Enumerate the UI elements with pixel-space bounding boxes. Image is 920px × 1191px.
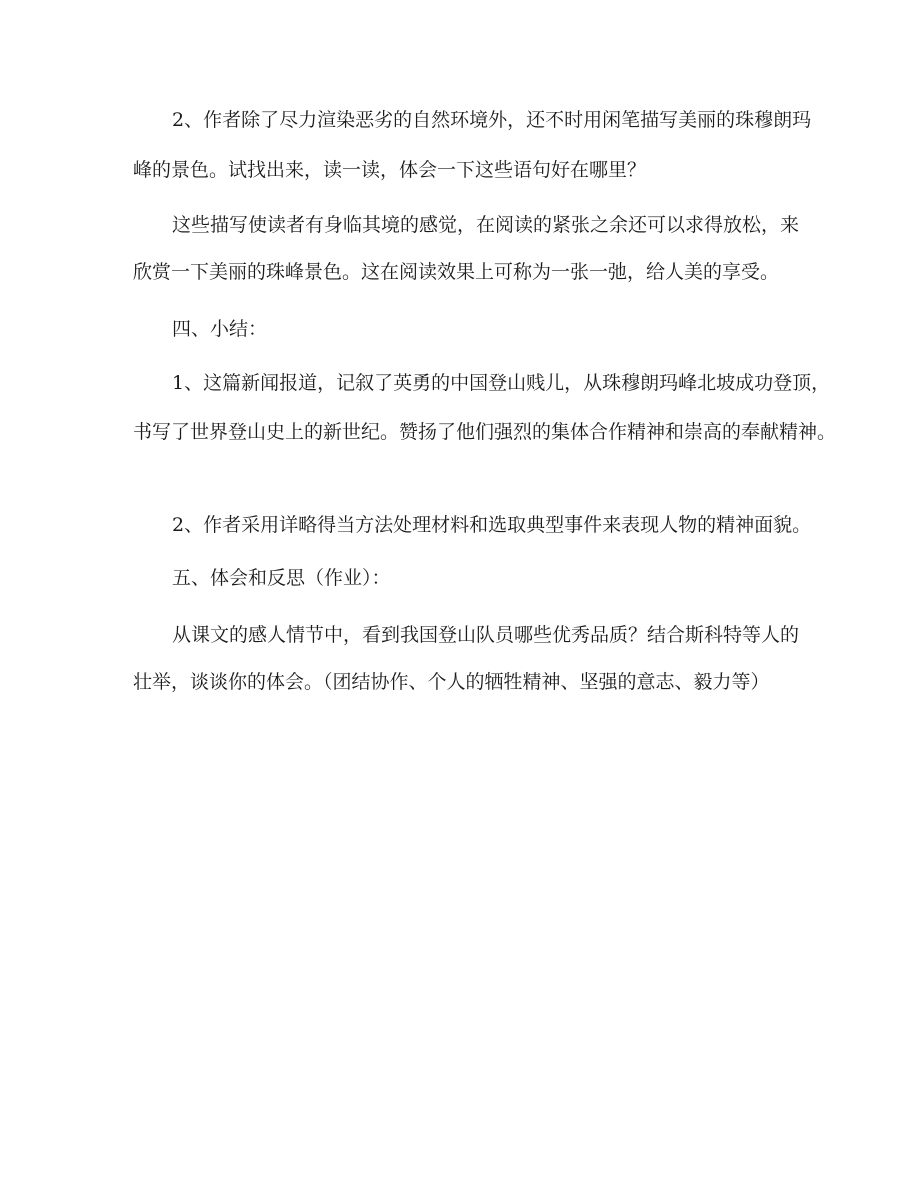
question-2-line-1: 2、作者除了尽力渲染恶劣的自然环境外，还不时用闲笔描写美丽的珠穆朗玛 bbox=[172, 109, 812, 131]
summary-point-1-line-2: 书写了世界登山史上的新世纪。赞扬了他们强烈的集体合作精神和崇高的奉献精神。 bbox=[133, 421, 837, 443]
section-heading-summary: 四、小结： bbox=[172, 318, 268, 340]
section-heading-reflection: 五、体会和反思（作业）： bbox=[172, 567, 391, 589]
question-2-line-2: 峰的景色。试找出来，读一读，体会一下这些语句好在哪里？ bbox=[133, 159, 647, 181]
summary-point-1-line-1: 1、这篇新闻报道，记叙了英勇的中国登山贱儿，从珠穆朗玛峰北坡成功登顶， bbox=[172, 372, 831, 394]
answer-line-2: 欣赏一下美丽的珠峰景色。这在阅读效果上可称为一张一弛，给人美的享受。 bbox=[133, 261, 780, 283]
homework-line-1: 从课文的感人情节中，看到我国登山队员哪些优秀品质？结合斯科特等人的 bbox=[172, 624, 800, 646]
homework-line-2: 壮举，谈谈你的体会。（团结协作、个人的牺牲精神、坚强的意志、毅力等） bbox=[133, 671, 770, 693]
summary-point-2: 2、作者采用详略得当方法处理材料和选取典型事件来表现人物的精神面貌。 bbox=[172, 514, 812, 536]
answer-line-1: 这些描写使读者有身临其境的感觉，在阅读的紧张之余还可以求得放松，来 bbox=[172, 214, 800, 236]
